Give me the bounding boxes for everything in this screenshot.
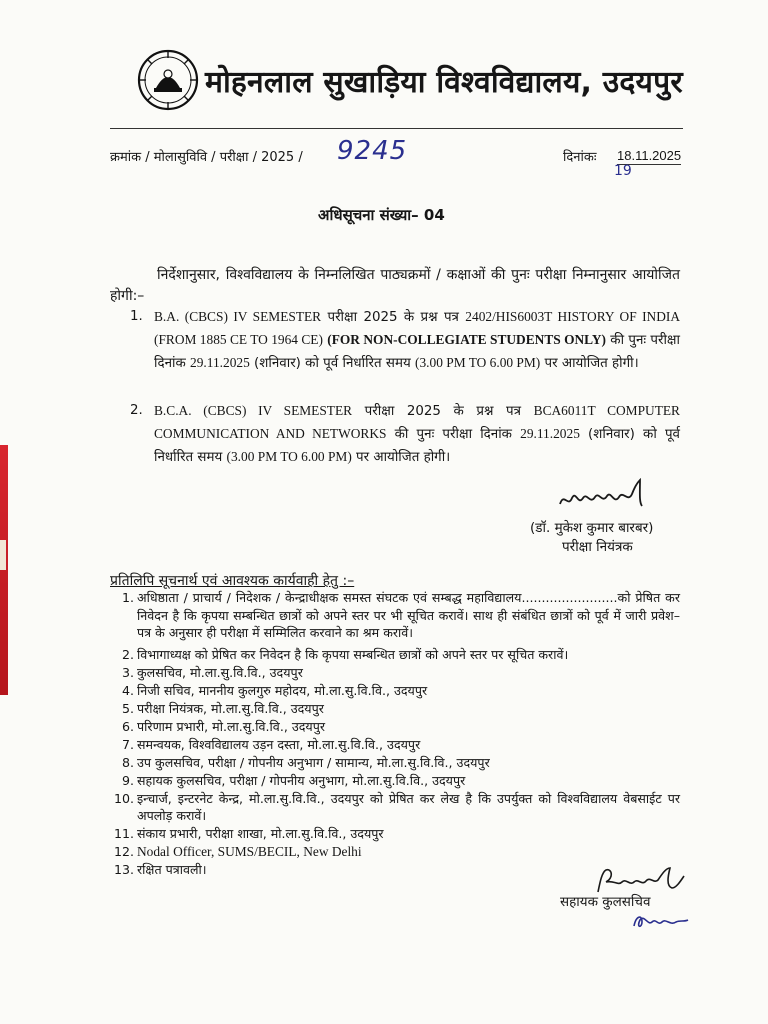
university-name: मोहनलाल सुखाड़िया विश्वविद्यालय, उदयपुर [205,65,683,100]
copy-to-list [110,589,680,879]
controller-signature [556,478,656,514]
notification-intro: निर्देशानुसार, विश्वविद्यालय के निम्नलिखित पाठ्यक्रमों / कक्षाओं की पुनः परीक्षा निम्नानुसार आयोजित होगी:– [110,267,680,304]
signatory-title: परीक्षा नियंत्रक [562,539,633,555]
item-text: B.A. (CBCS) IV SEMESTER परीक्षा 2025 के प्रश्न पत्र 2402/HIS6003T HISTORY OF INDIA (FROM 1885 CE TO 1964 CE) (FOR NON-COLLEGIATE STUDENTS ONLY) की पुनः परीक्षा दिनांक 29.11.2025 (शनिवार) को पूर्व निर्धारित समय (3.00 PM TO 6.00 PM) पर आयोजित होगी। [154,309,681,371]
list-item: 2. विभागाध्यक्ष को प्रेषित कर निवेदन है कि कृपया सम्बन्धित छात्रों को अपने स्तर पर सूचित करावें। [121,646,569,662]
list-item: 5. परीक्षा नियंत्रक, मो.ला.सु.वि.वि., उदयपुर [121,700,324,716]
list-item: 9. सहायक कुलसचिव, परीक्षा / गोपनीय अनुभाग, मो.ला.सु.वि.वि., उदयपुर [121,772,466,788]
date-value: 18.11.2025 [617,148,682,163]
non-collegiate-note: (FOR NON-COLLEGIATE STUDENTS ONLY) [327,332,607,347]
initials-mark [630,910,690,932]
scan-edge-strip [0,445,8,695]
item-text: B.C.A. (CBCS) IV SEMESTER परीक्षा 2025 के प्रश्न पत्र BCA6011T COMPUTER COMMUNICATION AND NETWORKS की पुनः परीक्षा दिनांक 29.11.2025 (शनिवार) को पूर्व निर्धारित समय (3.00 PM TO 6.00 PM) पर आयोजित होगी। [154,403,680,465]
reference-number-label: क्रमांक / मोलासुविवि / परीक्षा / 2025 / [110,150,303,165]
list-item: 11. संकाय प्रभारी, परीक्षा शाखा, मो.ला.सु.वि.वि., उदयपुर [113,826,384,841]
list-item: 1. अधिष्ठाता / प्राचार्य / निदेशक / केन्द्राधीक्षक समस्त संघटक एवं सम्बद्ध महाविद्यालय........................को प्रेषित कर निवेदन है कि कृपया सम्बन्धित छात्रों को अपने स्तर पर भी सूचित करावें। साथ ही संबंधित छात्रों को पूर्व में जारी प्रवेश–पत्र के अनुसार ही परीक्षा में सम्मिलित करवाने का श्रम करावें। [121,590,680,640]
list-item: 7. समन्वयक, विश्वविद्यालय उड़न दस्ता, मो.ला.सु.वि.वि., उदयपुर [121,736,421,752]
list-item: 10. इन्चार्ज, इन्टरनेट केन्द्र, मो.ला.सु.वि.वि., उदयपुर को प्रेषित कर लेख है कि उपर्युक्त को विश्वविद्यालय वेबसाईट पर अपलोड़ करावें। [113,790,680,823]
handwritten-date-mark: 19 [614,163,632,179]
copy-to-heading: प्रतिलिपि सूचनार्थ एवं आवश्यक कार्यवाही हेतु :– [110,573,355,589]
list-item: 3. कुलसचिव, मो.ला.सु.वि.वि., उदयपुर [121,664,303,680]
list-item: 8. उप कुलसचिव, परीक्षा / गोपनीय अनुभाग / सामान्य, मो.ला.सु.वि.वि., उदयपुर [121,754,490,770]
item-number: 2. [130,403,143,418]
header-divider [110,128,683,129]
assistant-signatory-title: सहायक कुलसचिव [560,894,651,910]
handwritten-reference-number: 9245 [337,136,408,166]
list-item: 6. परिणाम प्रभारी, मो.ला.सु.वि.वि., उदयपुर [121,718,326,734]
item-number: 1. [130,309,143,324]
university-logo [136,48,200,112]
list-item: 13. रक्षित पत्रावली। [113,862,207,877]
date-label: दिनांकः [563,150,597,165]
exam-item [130,400,680,469]
exam-item [130,306,680,375]
notification-heading: अधिसूचना संख्या– 04 [318,206,445,224]
signatory-name: (डॉ. मुकेश कुमार बारबर) [530,520,654,536]
list-item: 12. Nodal Officer, SUMS/BECIL, New Delhi [113,844,362,859]
scan-edge-strip [0,540,6,570]
list-item: 4. निजी सचिव, माननीय कुलगुरु महोदय, मो.ला.सु.वि.वि., उदयपुर [121,682,428,698]
